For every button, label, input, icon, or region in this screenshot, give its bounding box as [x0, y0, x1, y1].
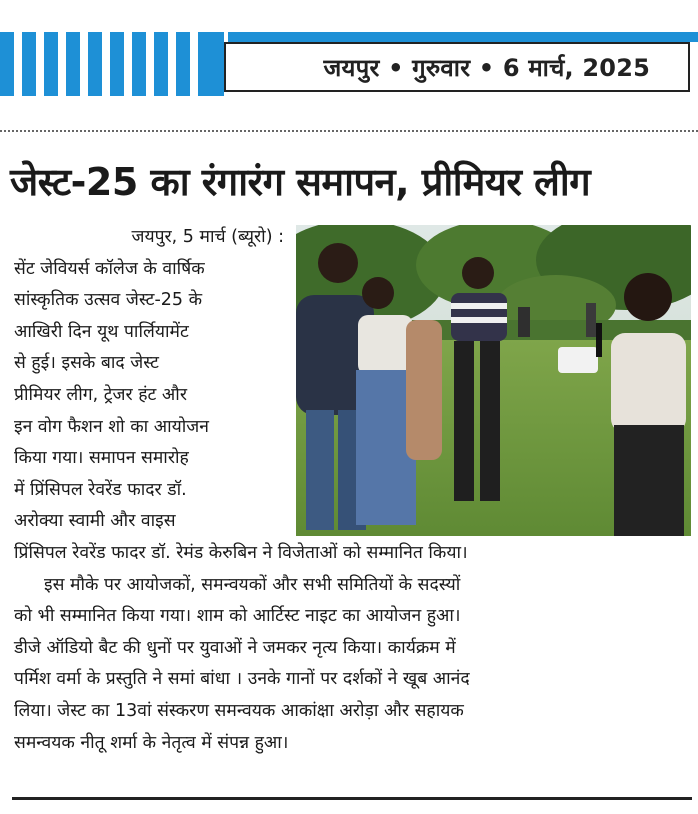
dateline: जयपुर • गुरुवार • 6 मार्च, 2025	[224, 42, 690, 92]
body-line: डीजे ऑडियो बैट की धुनों पर युवाओं ने जमकर नृत्य किया। कार्यक्रम में	[14, 637, 456, 658]
column-line: से हुई। इसके बाद जेस्ट	[14, 353, 159, 374]
column-line: आखिरी दिन यूथ पार्लियामेंट	[14, 321, 189, 342]
stripe	[66, 32, 80, 96]
article-column	[14, 222, 284, 538]
body-line: पर्मिश वर्मा के प्रस्तुति ने समां बांधा । उनके गानों पर दर्शकों ने खूब आनंद	[14, 669, 470, 690]
column-line: प्रीमियर लीग, ट्रेजर हंट और	[14, 384, 187, 405]
event-photo	[296, 225, 691, 536]
bottom-rule	[12, 797, 692, 814]
column-line: सेंट जेवियर्स कॉलेज के वार्षिक	[14, 258, 205, 279]
column-line: किया गया। समापन समारोह	[14, 448, 189, 469]
stripe	[0, 32, 14, 96]
column-line: सांस्कृतिक उत्सव जेस्ट-25 के	[14, 290, 203, 311]
stripe	[132, 32, 146, 96]
column-line: में प्रिंसिपल रेवरेंड फादर डॉ.	[14, 479, 187, 500]
stripe	[22, 32, 36, 96]
column-line: इन वोग फैशन शो का आयोजन	[14, 416, 210, 437]
body-line: इस मौके पर आयोजकों, समन्वयकों और सभी समितियों के सदस्यों	[44, 574, 461, 595]
column-line: जयपुर, 5 मार्च (ब्यूरो) :	[131, 227, 284, 247]
article-body	[14, 538, 694, 759]
body-line: को भी सम्मानित किया गया। शाम को आर्टिस्ट नाइट का आयोजन हुआ।	[14, 606, 461, 627]
stripe	[198, 32, 224, 96]
stripe	[110, 32, 124, 96]
body-line: प्रिंसिपल रेवरेंड फादर डॉ. रेमंड केरुबिन ने विजेताओं को सम्मानित किया।	[14, 543, 468, 563]
stripe	[88, 32, 102, 96]
column-line: अरोक्या स्वामी और वाइस	[14, 511, 176, 532]
stripe	[176, 32, 190, 96]
dotted-divider	[0, 130, 698, 132]
stripe	[154, 32, 168, 96]
stripe	[228, 32, 698, 42]
body-line: लिया। जेस्ट का 13वां संस्करण समन्वयक आकांक्षा अरोड़ा और सहायक	[14, 700, 464, 721]
headline: जेस्ट-25 का रंगारंग समापन, प्रीमियर लीग	[10, 160, 591, 204]
stripe	[44, 32, 58, 96]
body-line: समन्वयक नीतू शर्मा के नेतृत्व में संपन्न हुआ।	[14, 732, 289, 753]
